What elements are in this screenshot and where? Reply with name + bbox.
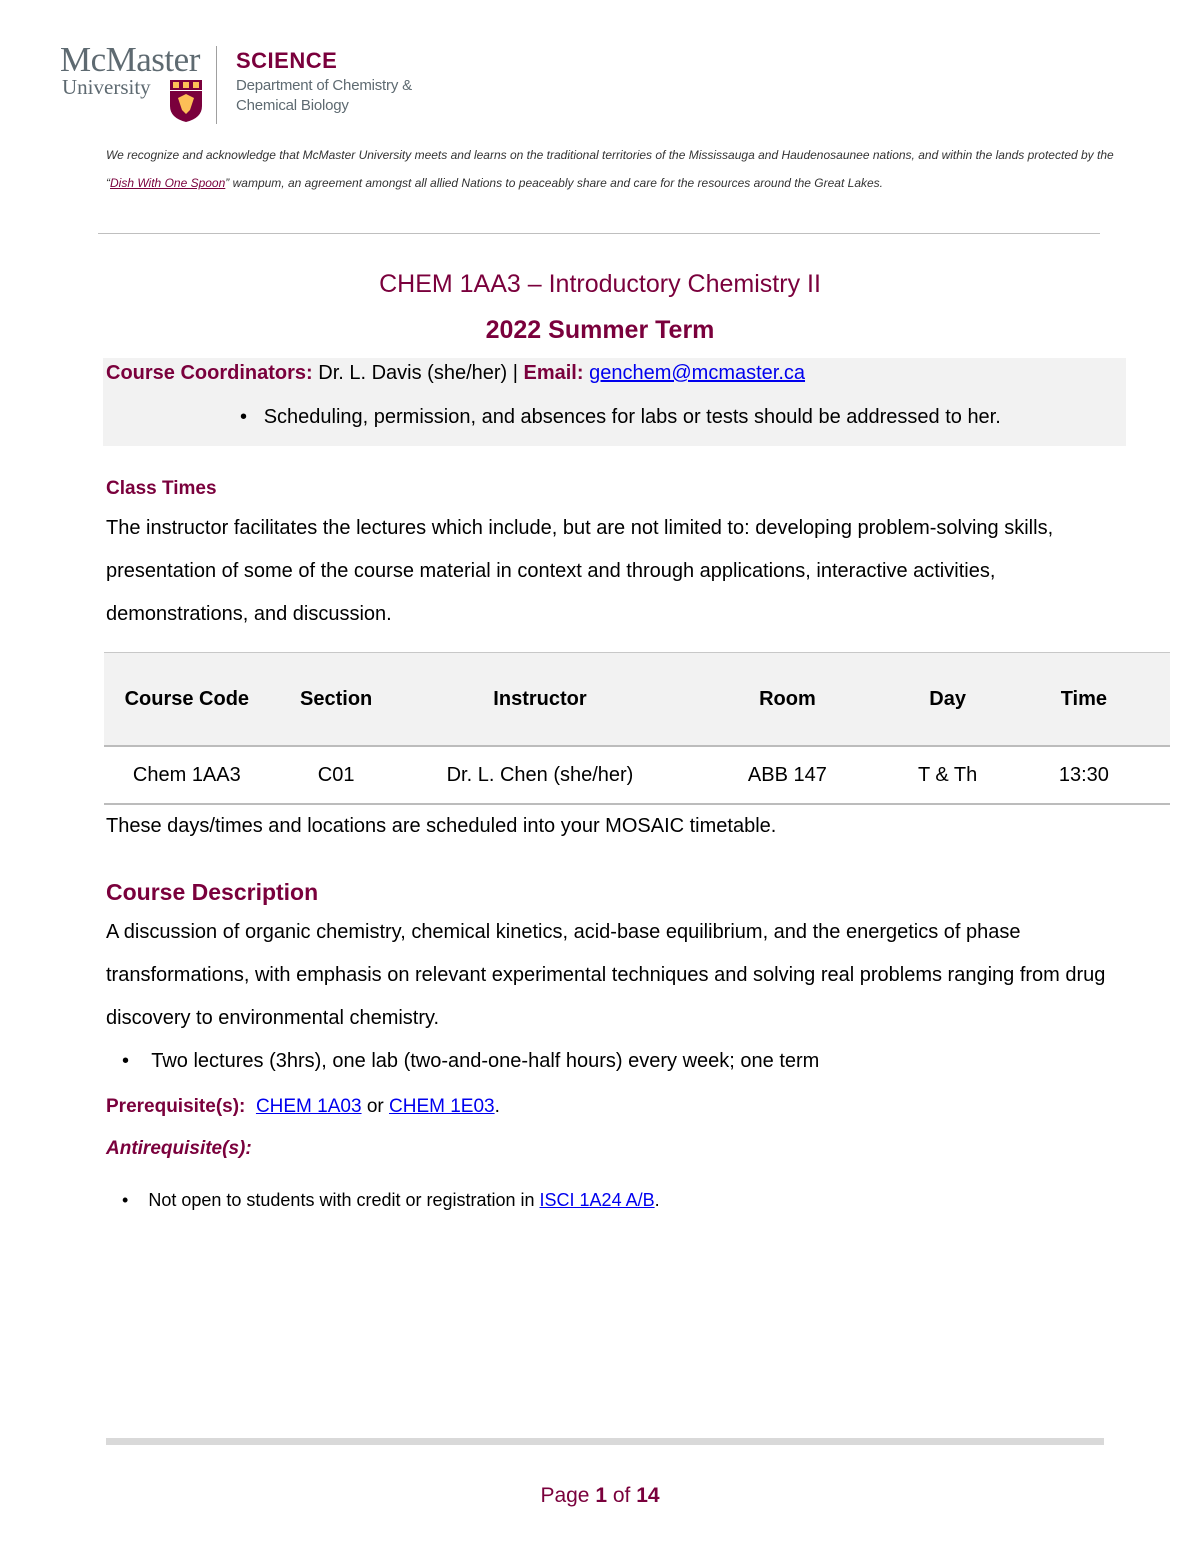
chem-1e03-link[interactable]: CHEM 1E03 [389, 1096, 495, 1117]
logo-science-text: SCIENCE [236, 48, 338, 73]
course-format-text: Two lectures (3hrs), one lab (two-and-one-half hours) every week; one term [151, 1050, 820, 1072]
page-of: of [607, 1484, 637, 1507]
coordinator-line [106, 362, 805, 385]
antirequisite-bullet [122, 1190, 660, 1211]
header-course-code: Course Code [104, 653, 270, 747]
course-description-heading: Course Description [106, 879, 319, 905]
header-time: Time [998, 653, 1170, 747]
logo-dept-line2: Chemical Biology [236, 97, 349, 114]
chem-1a03-link[interactable]: CHEM 1A03 [255, 1096, 362, 1117]
logo-dept-line1: Department of Chemistry & [236, 77, 412, 94]
land-acknowledgement [106, 141, 1116, 197]
bullet-icon: • [122, 1190, 129, 1210]
antirequisite-text: Not open to students with credit or registration in [148, 1190, 540, 1210]
cell-time: 13:30 [998, 746, 1170, 804]
cell-day: T & Th [897, 746, 997, 804]
timetable-note: These days/times and locations are scheduled into your MOSAIC timetable. [106, 815, 777, 837]
coordinator-name: Dr. L. Davis (she/her) | [312, 362, 524, 384]
header-day: Day [897, 653, 997, 747]
crest-icon [170, 80, 202, 122]
class-times-text: The instructor facilitates the lectures which include, but are not limited to: developing problem-solving skills, presentation of some of the course material in context and through applications, interactive activities, demonstrations, and discussion. [106, 517, 1054, 625]
antirequisite-label: Antirequisite(s): [106, 1138, 252, 1159]
mcmaster-logo [60, 42, 440, 124]
prerequisite-label: Prerequisite(s): [106, 1096, 246, 1117]
logo-university-text: University [62, 75, 151, 99]
class-times-heading: Class Times [106, 478, 217, 499]
footer-divider [106, 1438, 1104, 1445]
coordinator-note [240, 406, 1001, 429]
bullet-icon: • [122, 1050, 130, 1072]
cell-instructor: Dr. L. Chen (she/her) [403, 746, 678, 804]
page-number [0, 1484, 1200, 1508]
bullet-icon: • [240, 406, 248, 428]
term-title: 2022 Summer Term [485, 316, 715, 344]
coordinator-note-text: Scheduling, permission, and absences for labs or tests should be addressed to her. [263, 406, 1001, 428]
prereq-period: . [494, 1096, 500, 1117]
course-title: CHEM 1AA3 – Introductory Chemistry II [379, 270, 821, 298]
logo-mcmaster-text: McMaster [60, 40, 200, 79]
table-header-row [104, 653, 1170, 747]
course-description-text: A discussion of organic chemistry, chemical kinetics, acid-base equilibrium, and the energetics of phase transformations, with emphasis on relevant experimental techniques and solving real problems ranging from drug discovery to environmental chemistry. [106, 921, 1106, 1029]
prereq-or: or [361, 1096, 389, 1117]
coordinator-email-link[interactable]: genchem@mcmaster.ca [589, 362, 806, 384]
logo-department-text [236, 76, 412, 116]
cell-course-code: Chem 1AA3 [104, 746, 270, 804]
ack-text-2: ” wampum, an agreement amongst all allied Nations to peaceably share and care for the resources around the Great Lakes. [225, 176, 883, 190]
logo-divider [216, 46, 217, 124]
prerequisites [106, 1096, 500, 1118]
isci-1a24-link[interactable]: ISCI 1A24 A/B [539, 1190, 655, 1210]
antireq-period: . [654, 1190, 660, 1210]
ack-text-1: We recognize and acknowledge that McMaster University meets and learns on the traditional territories of the Mississauga and Haudenosaunee nations, and within the lands protected by the “ [106, 148, 1114, 190]
header-room: Room [677, 653, 897, 747]
header-divider [98, 233, 1100, 234]
cell-room: ABB 147 [677, 746, 897, 804]
email-label: Email: [523, 362, 584, 384]
schedule-table [104, 652, 1170, 805]
dish-with-one-spoon-link[interactable]: Dish With One Spoon [110, 176, 226, 190]
coordinator-label: Course Coordinators: [106, 362, 313, 384]
page-current: 1 [595, 1484, 608, 1507]
header-section: Section [270, 653, 403, 747]
course-format-bullet [122, 1050, 819, 1073]
table-row [104, 746, 1170, 804]
header-instructor: Instructor [403, 653, 678, 747]
page-label: Page [540, 1484, 596, 1507]
page-total: 14 [636, 1484, 660, 1507]
cell-section: C01 [270, 746, 403, 804]
